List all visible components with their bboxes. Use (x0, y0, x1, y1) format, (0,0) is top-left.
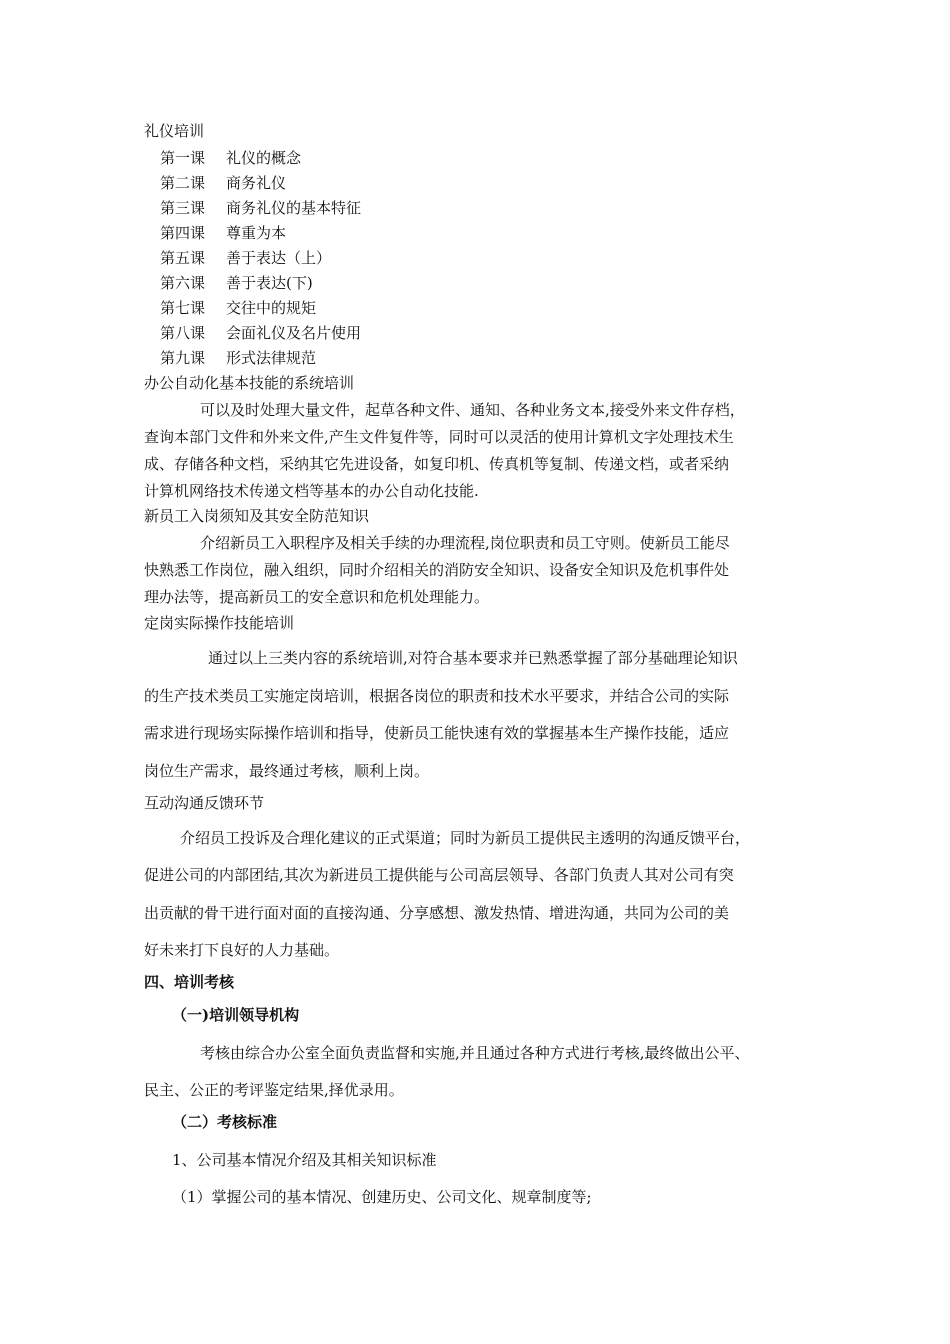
lesson-item (160, 223, 286, 243)
paragraph-line: 通过以上三类内容的系统培训,对符合基本要求并已熟悉掌握了部分基础理论知识 (208, 649, 738, 667)
lesson-number: 第七课 (160, 299, 206, 317)
lesson-number: 第一课 (160, 149, 206, 167)
subheading-standards: （二）考核标准 (172, 1113, 278, 1131)
lesson-name: 会面礼仪及名片使用 (226, 324, 362, 342)
lesson-number: 第四课 (160, 224, 206, 242)
subheading-leadership: （一)培训领导机构 (172, 1006, 300, 1024)
lesson-item (160, 248, 331, 268)
paragraph-line: 介绍员工投诉及合理化建议的正式渠道；同时为新员工提供民主透明的沟通反馈平台， (180, 829, 751, 847)
lesson-number: 第六课 (160, 274, 206, 292)
section-title-practice: 定岗实际操作技能培训 (144, 614, 295, 632)
paragraph-line: 岗位生产需求，最终通过考核，顺利上岗。 (144, 762, 430, 780)
section-title-office: 办公自动化基本技能的系统培训 (144, 374, 355, 392)
lesson-name: 形式法律规范 (226, 349, 317, 367)
paragraph-line: 民主、公正的考评鉴定结果,择优录用。 (144, 1081, 404, 1099)
paragraph-line: 查询本部门文件和外来文件,产生文件复件等，同时可以灵活的使用计算机文字处理技术生 (144, 428, 734, 446)
list-item: 1、公司基本情况介绍及其相关知识标准 (172, 1151, 437, 1169)
lesson-item (160, 348, 316, 368)
paragraph-line: 计算机网络技术传递文档等基本的办公自动化技能. (144, 482, 479, 500)
section-title-etiquette: 礼仪培训 (144, 122, 205, 140)
section-title-feedback: 互动沟通反馈环节 (144, 794, 265, 812)
lesson-number: 第九课 (160, 349, 206, 367)
paragraph-line: 成、存储各种文档，采纳其它先进设备，如复印机、传真机等复制、传递文档，或者采纳 (144, 455, 730, 473)
paragraph-line: 需求进行现场实际操作培训和指导，使新员工能快速有效的掌握基本生产操作技能，适应 (144, 724, 730, 742)
lesson-number: 第八课 (160, 324, 206, 342)
lesson-name: 商务礼仪 (226, 174, 287, 192)
lesson-name: 交往中的规矩 (226, 299, 317, 317)
paragraph-line: 促进公司的内部团结,其次为新进员工提供能与公司高层领导、各部门负责人其对公司有突 (144, 866, 734, 884)
paragraph-line: 出贡献的骨干进行面对面的直接沟通、分享感想、激发热情、增进沟通，共同为公司的美 (144, 904, 730, 922)
lesson-number: 第三课 (160, 199, 206, 217)
paragraph-line: 考核由综合办公室全面负责监督和实施,并且通过各种方式进行考核,最终做出公平、 (200, 1044, 750, 1062)
lesson-item (160, 273, 313, 293)
paragraph-line: 理办法等，提高新员工的安全意识和危机处理能力。 (144, 588, 490, 606)
lesson-item (160, 298, 316, 318)
lesson-item (160, 173, 286, 193)
lesson-name: 善于表达(下) (226, 274, 313, 292)
paragraph-line: 的生产技术类员工实施定岗培训，根据各岗位的职责和技术水平要求，并结合公司的实际 (144, 687, 730, 705)
lesson-item (160, 148, 301, 168)
paragraph-line: 好未来打下良好的人力基础。 (144, 941, 340, 959)
paragraph-line: 快熟悉工作岗位，融入组织，同时介绍相关的消防安全知识、设备安全知识及危机事件处 (144, 561, 730, 579)
paragraph-line: 可以及时处理大量文件，起草各种文件、通知、各种业务文本,接受外来文件存档， (200, 401, 745, 419)
lesson-name: 商务礼仪的基本特征 (226, 199, 362, 217)
paragraph-line: 介绍新员工入职程序及相关手续的办理流程,岗位职责和员工守则。使新员工能尽 (200, 534, 730, 552)
list-item: （1）掌握公司的基本情况、创建历史、公司文化、规章制度等; (172, 1188, 592, 1206)
lesson-name: 礼仪的概念 (226, 149, 302, 167)
lesson-item (160, 323, 361, 343)
lesson-name: 尊重为本 (226, 224, 287, 242)
lesson-name: 善于表达（上） (226, 249, 332, 267)
lesson-item (160, 198, 361, 218)
lesson-number: 第五课 (160, 249, 206, 267)
lesson-number: 第二课 (160, 174, 206, 192)
section-heading-assessment: 四、培训考核 (144, 973, 235, 991)
section-title-newstaff: 新员工入岗须知及其安全防范知识 (144, 507, 370, 525)
